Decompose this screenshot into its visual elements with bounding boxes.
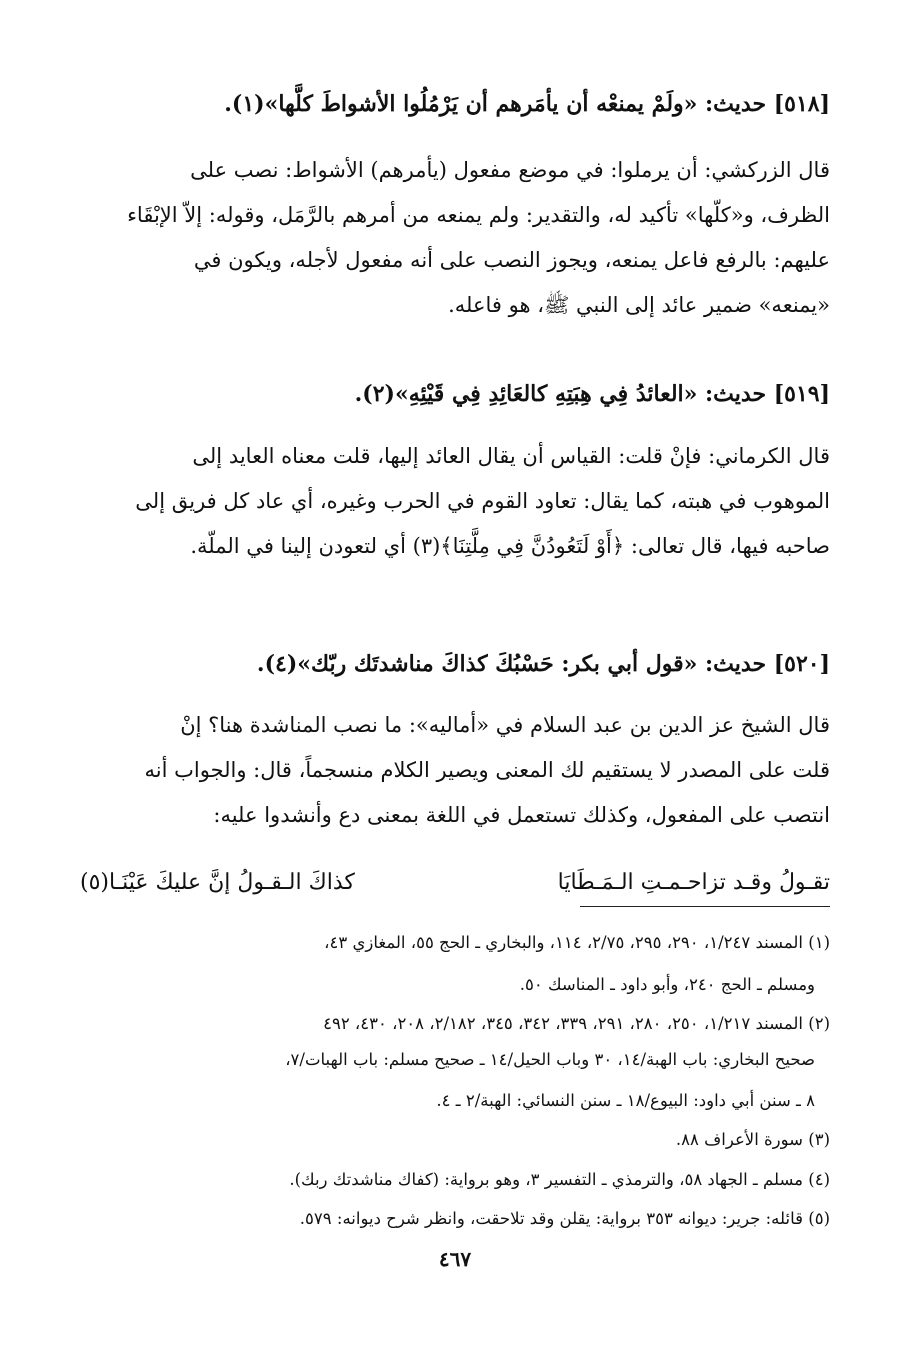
body-line: انتصب على المفعول، وكذلك تستعمل في اللغة بمعنى دع وأنشدوا عليه: [213, 803, 830, 827]
footnote-3: (٣) سورة الأعراف ٨٨. [675, 1130, 830, 1149]
footnote-4: (٤) مسلم ـ الجهاد ٥٨، والترمذي ـ التفسير ٣، وهو برواية: (كفاك مناشدتك ربك). [289, 1170, 830, 1189]
footnote-2-line1: (٢) المسند ١/٢١٧، ٢٥٠، ٢٨٠، ٢٩١، ٣٣٩، ٣٤٢، ٣٤٥، ٢/١٨٢، ٢٠٨، ٤٣٠، ٤٩٢ [323, 1014, 830, 1033]
footnote-5: (٥) قائله: جرير: ديوانه ٣٥٣ برواية: يقلن وقد تلاحقت، وانظر شرح ديوانه: ٥٧٩. [299, 1209, 830, 1228]
entry-body-519 [80, 434, 830, 569]
poetry-verse [80, 868, 830, 898]
footnote-2-line2: صحيح البخاري: باب الهبة/١٤، ٣٠ وباب الحيل/١٤ ـ صحيح مسلم: باب الهبات/٧، [285, 1050, 815, 1069]
body-line: الموهوب في هبته، كما يقال: تعاود القوم في الحرب وغيره، أي عاد كل فريق إلى [135, 489, 830, 513]
entry-heading-520: [٥٢٠] حديث: «قول أبي بكر: حَسْبُكَ كذاكَ مناشدتَك ربّك»(٤). [256, 651, 830, 677]
verse-second-hemistich: كذاكَ الـقـولُ إنَّ عليكَ عَيْنَـا(٥) [80, 870, 355, 895]
body-line: قلت على المصدر لا يستقيم لك المعنى ويصير الكلام منسجماً، قال: والجواب أنه [144, 758, 830, 782]
entry-body-518 [80, 148, 830, 328]
body-line: قال الشيخ عز الدين بن عبد السلام في «أماليه»: ما نصب المناشدة هنا؟ إنْ [180, 713, 830, 737]
body-line: صاحبه فيها، قال تعالى: ﴿أَوْ لَتَعُودُنَّ فِي مِلَّتِنَا﴾(٣) أي لتعودن إلينا في الملّة. [190, 534, 830, 558]
page-number: ٤٦٧ [438, 1247, 472, 1271]
entry-body-520 [80, 703, 830, 838]
footnote-1-line2: ومسلم ـ الحج ٢٤٠، وأبو داود ـ المناسك ٥٠. [519, 975, 815, 994]
body-line: الظرف، و«كلّها» تأكيد له، والتقدير: ولم يمنعه من أمرهم بالرَّمَل، وقوله: إلاّ الإبْقَاء [127, 203, 830, 227]
body-line: قال الزركشي: أن يرملوا: في موضع مفعول (يأمرهم) الأشواط: نصب على [190, 158, 830, 182]
footnote-separator [580, 906, 830, 907]
body-line: عليهم: بالرفع فاعل يمنعه، ويجوز النصب على أنه مفعول لأجله، ويكون في [193, 248, 830, 272]
entry-heading-519: [٥١٩] حديث: «العائدُ فِي هِبَتِهِ كالعَائِدِ فِي قَيْئِهِ»(٢). [354, 381, 830, 407]
body-line: «يمنعه» ضمير عائد إلى النبي ﷺ، هو فاعله. [448, 293, 830, 317]
body-line: قال الكرماني: فإنْ قلت: القياس أن يقال العائد إليها، قلت معناه العايد إلى [192, 444, 830, 468]
entry-heading-518: [٥١٨] حديث: «ولَمْ يمنعْه أن يأمَرهم أن يَرْمُلُوا الأشواطَ كلَّها»(١). [224, 91, 830, 117]
footnote-1-line1: (١) المسند ١/٢٤٧، ٢٩٠، ٢٩٥، ٢/٧٥، ١١٤، والبخاري ـ الحج ٥٥، المغازي ٤٣، [324, 933, 830, 952]
footnote-2-line3: ٨ ـ سنن أبي داود: البيوع/١٨ ـ سنن النسائي: الهبة/٢ ـ ٤. [436, 1091, 815, 1110]
verse-first-hemistich: تقـولُ وقـد تزاحـمـتِ الـمَـطَايَا [557, 870, 830, 895]
